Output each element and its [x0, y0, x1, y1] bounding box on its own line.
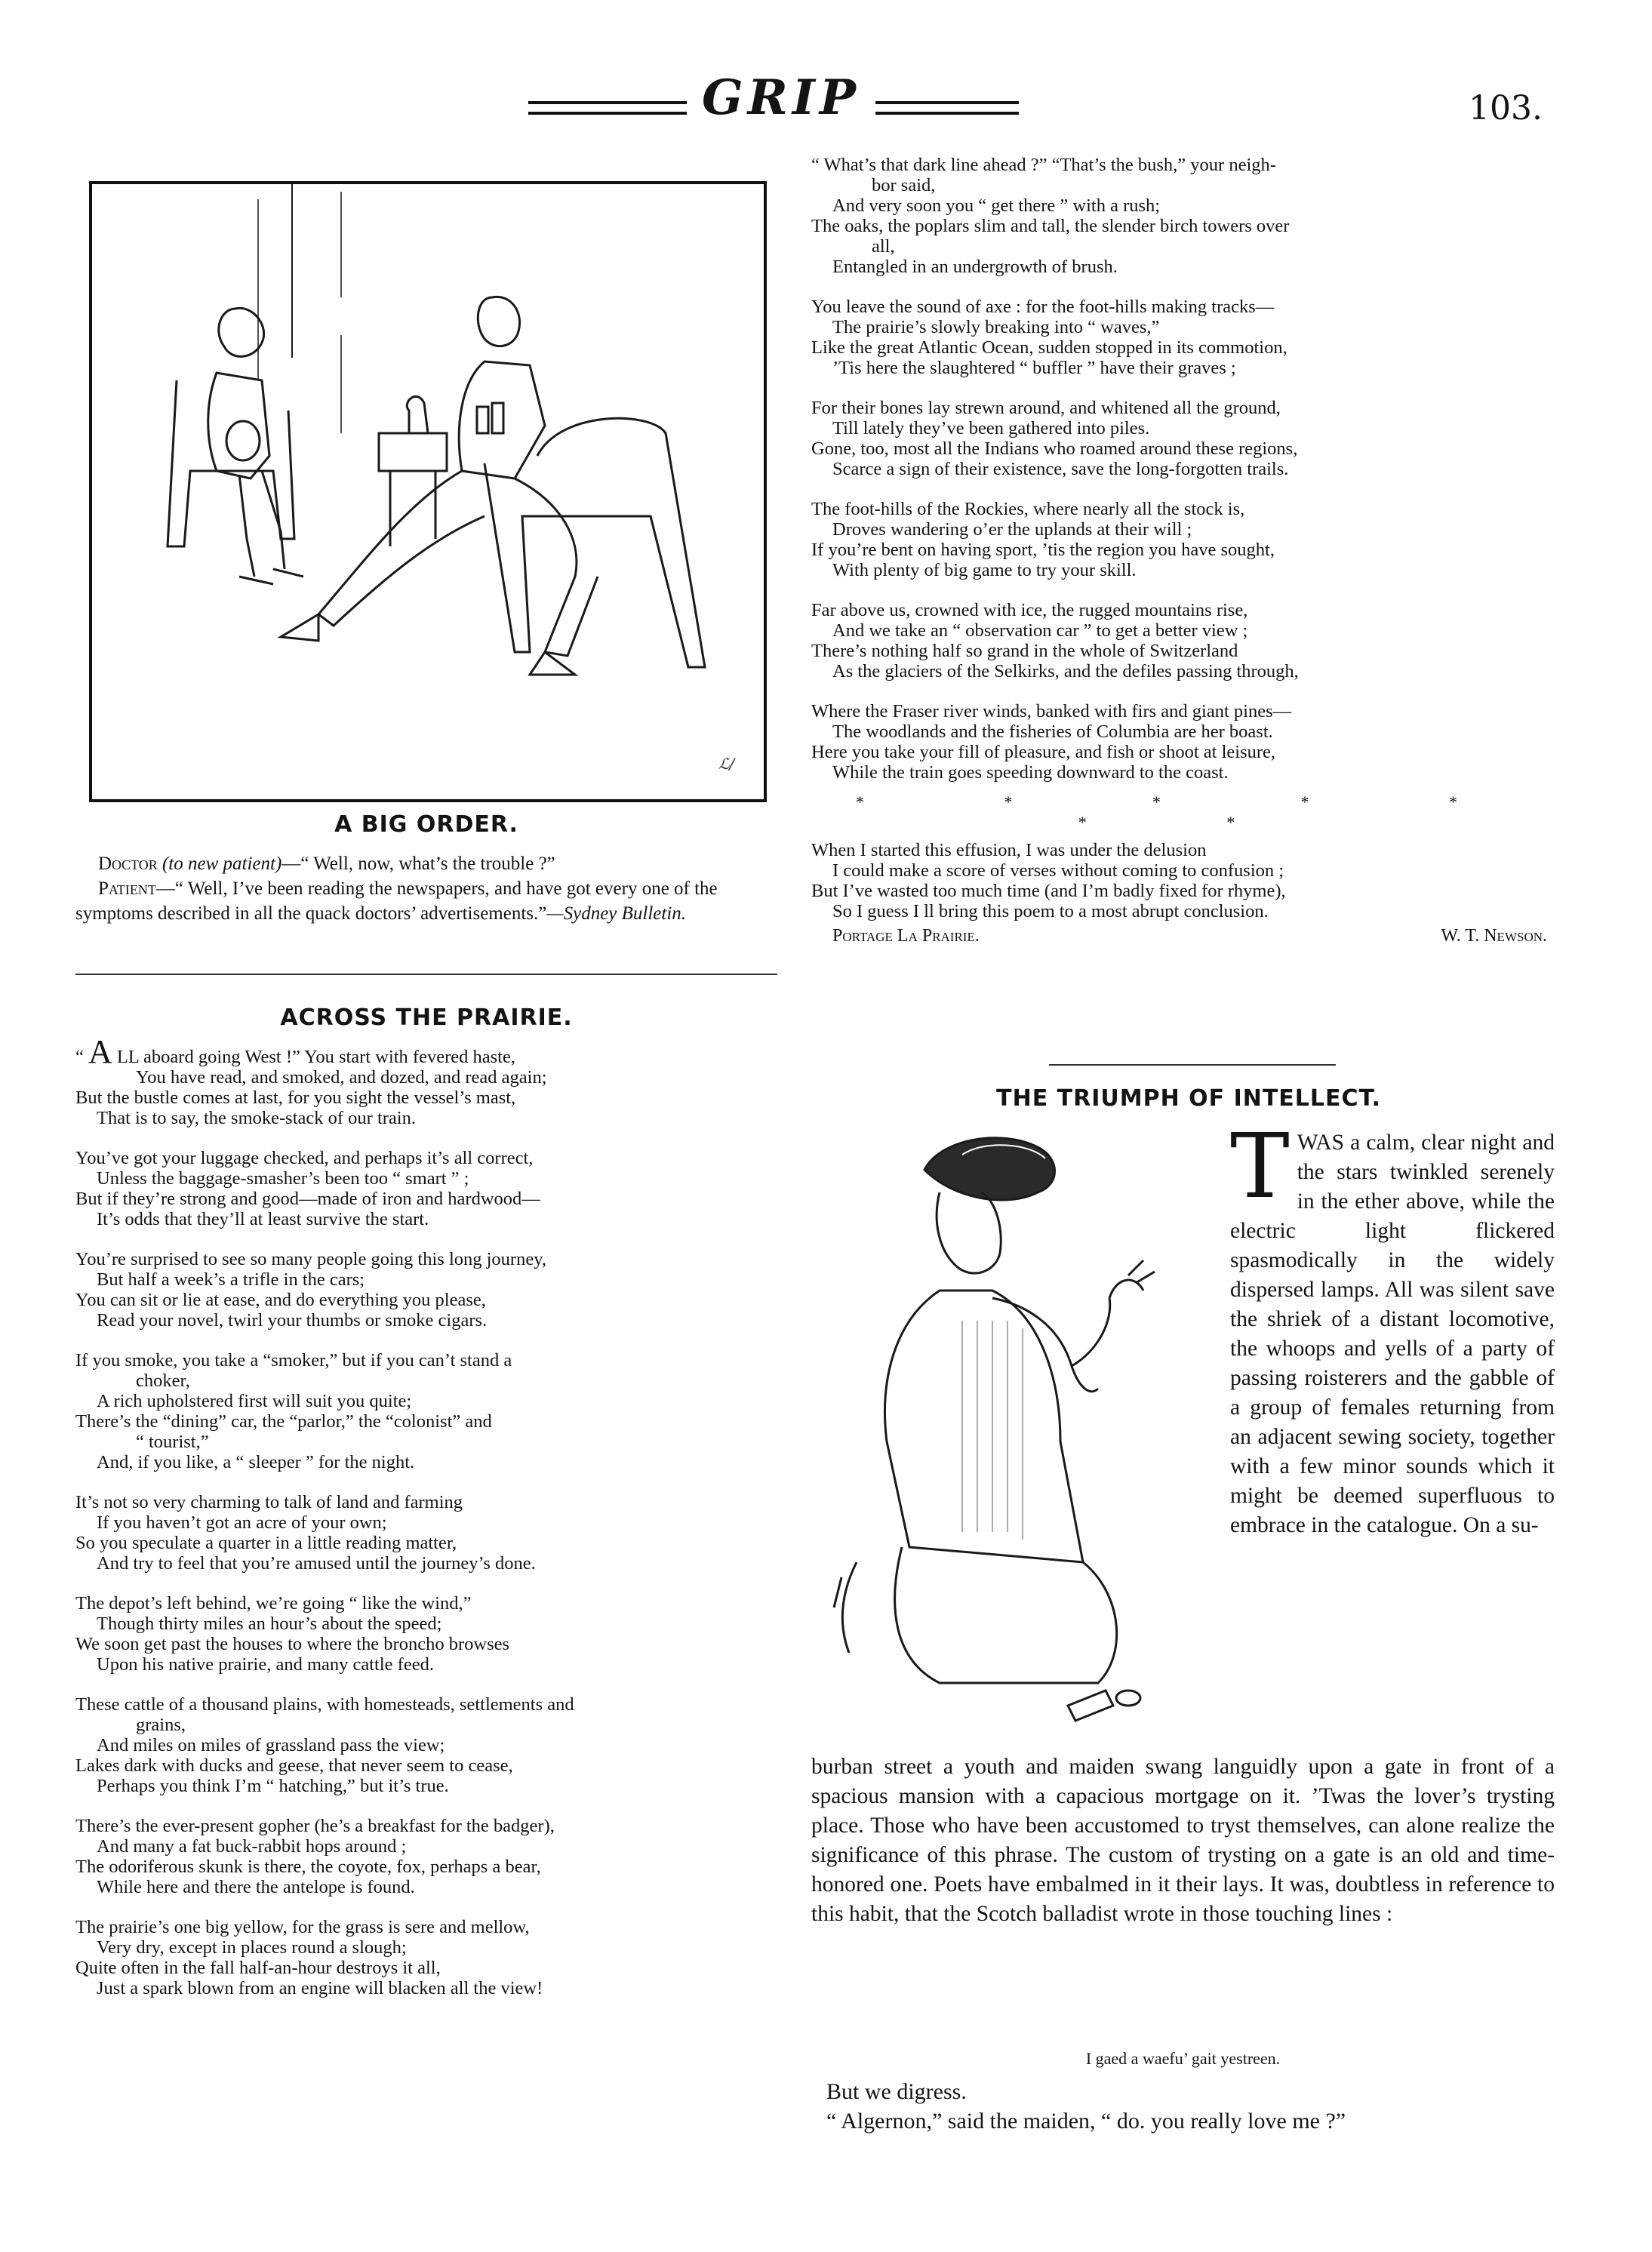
masthead-rule-right — [875, 101, 1019, 115]
poem-across-the-prairie — [75, 1004, 777, 2018]
poem-line: grains, — [136, 1715, 186, 1735]
poem-line: Far above us, crowned with ice, the rugged mountains rise, — [811, 600, 1248, 620]
caption-source: —Sydney Bulletin. — [546, 903, 687, 924]
poem-line: bor said, — [872, 175, 936, 195]
poem-stanza — [75, 1067, 777, 1128]
poem-line: The woodlands and the fisheries of Columbia are her boast. — [832, 721, 1273, 742]
poem-line: And, if you like, a “ sleeper ” for the night. — [97, 1452, 415, 1472]
poem-stanza — [75, 1148, 777, 1229]
poem-line: But if they’re strong and good—made of iron and hardwood— — [75, 1189, 540, 1209]
poem-line: Here you take your fill of pleasure, and fish or shoot at leisure, — [811, 742, 1276, 762]
article-last-line: “ Algernon,” said the maiden, “ do. you really love me ?” — [826, 2109, 1346, 2134]
poem-line: Though thirty miles an hour’s about the speed; — [97, 1614, 442, 1634]
poem-line: You’ve got your luggage checked, and perhaps it’s all correct, — [75, 1148, 534, 1168]
poem-signature — [811, 926, 1570, 946]
poem-line: If you’re bent on having sport, ’tis the region you have sought, — [811, 540, 1275, 560]
poem-line: Like the great Atlantic Ocean, sudden stopped in its commotion, — [811, 337, 1287, 358]
lady-drawing — [811, 1124, 1234, 1751]
poem-line: I could make a score of verses without coming to confusion ; — [832, 860, 1284, 881]
poem-stanza — [75, 1350, 777, 1472]
poem-stanza — [811, 398, 1570, 479]
svg-text:ℒ/: ℒ/ — [718, 755, 735, 773]
poem-place: Portage La Prairie. — [832, 926, 980, 946]
poem-line: ’Tis here the slaughtered “ buffler ” have their graves ; — [832, 358, 1236, 378]
poem-stanza — [811, 297, 1570, 378]
poem-stanza — [75, 1816, 777, 1897]
caption-line1: —“ Well, now, what’s the trouble ?” — [281, 854, 555, 874]
poem-continuation — [811, 155, 1570, 946]
poem-author: W. T. Newson. — [1441, 926, 1547, 946]
poem-line: And miles on miles of grassland pass the view; — [97, 1735, 445, 1755]
poem-first-line — [75, 1033, 777, 1070]
poem-stanza — [75, 1249, 777, 1331]
poem-title: ACROSS THE PRAIRIE. — [280, 1004, 573, 1031]
poem-line: It’s odds that they’ll at least survive the start. — [97, 1209, 429, 1229]
poem-line: You can sit or lie at ease, and do everything you please, — [75, 1290, 486, 1310]
masthead — [0, 69, 1652, 137]
poem-line: Till lately they’ve been gathered into piles. — [832, 418, 1150, 438]
poem-line: “ What’s that dark line ahead ?” “That’s the bush,” your neigh- — [811, 155, 1276, 175]
poem-stanza — [811, 701, 1570, 783]
poem-stanza — [811, 600, 1570, 681]
cartoon-illustration — [89, 181, 767, 802]
poem-line: You leave the sound of axe : for the foot-hills making tracks— — [811, 297, 1275, 317]
article-opening — [1230, 1114, 1555, 1540]
poem-line: Read your novel, twirl your thumbs or smoke cigars. — [97, 1310, 488, 1331]
poem-line: There’s nothing half so grand in the whole of Switzerland — [811, 641, 1238, 661]
poem-line: Gone, too, most all the Indians who roamed around these regions, — [811, 438, 1298, 459]
poem-line: So I guess I ll bring this poem to a most abrupt conclusion. — [832, 901, 1269, 921]
poem-line: But the bustle comes at last, for you sight the vessel’s mast, — [75, 1088, 516, 1108]
article-title: THE TRIUMPH OF INTELLECT. — [996, 1085, 1381, 1112]
poem-line: Entangled in an undergrowth of brush. — [832, 257, 1118, 277]
poem-line: Upon his native prairie, and many cattle feed. — [97, 1654, 434, 1675]
article-opening-text: WAS a calm, clear night and the stars twinkled serenely in the ether above, while the electric light flickered spasmodically in the widely dispersed lamps. All was silent save the shriek of a distant locomotive, the whoops and yells of a party of passing roisterers and the gabble of a group of females returning from an adjacent sewing society, together with a few minor sounds which it might be deemed superfluous to embrace in the catalogue. On a su- — [1230, 1131, 1555, 1537]
lady-illustration — [811, 1124, 1234, 1751]
opening-quote: “ — [75, 1047, 88, 1067]
poem-line: It’s not so very charming to talk of land and farming — [75, 1492, 463, 1512]
poem-line: While the train goes speeding downward to the coast. — [832, 762, 1229, 783]
poem-line: Unless the baggage-smasher’s been too “ smart ” ; — [97, 1168, 469, 1189]
poem-line: These cattle of a thousand plains, with homesteads, settlements and — [75, 1694, 574, 1715]
poem-line: Where the Fraser river winds, banked with firs and giant pines— — [811, 701, 1292, 721]
caption-speaker-doctor: Doctor — [98, 854, 158, 874]
masthead-title: GRIP — [702, 69, 860, 126]
poem-line: You’re surprised to see so many people going this long journey, — [75, 1249, 546, 1269]
poem-line: There’s the “dining” car, the “parlor,” the “colonist” and — [75, 1411, 492, 1432]
poem-line: Scarce a sign of their existence, save the long-forgotten trails. — [832, 459, 1289, 479]
poem-continued-stanzas — [811, 155, 1570, 783]
poem-line: Perhaps you think I’m “ hatching,” but it’s true. — [97, 1776, 449, 1796]
poem-line: Quite often in the fall half-an-hour destroys it all, — [75, 1958, 441, 1978]
poem-line: The depot’s left behind, we’re going “ like the wind,” — [75, 1593, 472, 1614]
poem-line: The prairie’s slowly breaking into “ waves,” — [832, 317, 1160, 337]
poem-line: Lakes dark with ducks and geese, that never seem to cease, — [75, 1755, 513, 1776]
poem-line: all, — [872, 236, 895, 257]
poem-line: A rich upholstered first will suit you quite; — [97, 1391, 412, 1411]
poem-line: And very soon you “ get there ” with a rush; — [832, 195, 1161, 216]
page-number: 103. — [1469, 89, 1543, 128]
poem-final-stanza — [811, 840, 1570, 921]
poem-line: “ tourist,” — [136, 1432, 209, 1452]
asterisk-separator: * * * * * * * — [856, 792, 1525, 832]
poem-stanza — [75, 1593, 777, 1675]
poem-line: The prairie’s one big yellow, for the grass is sere and mellow, — [75, 1917, 530, 1937]
poem-line: With plenty of big game to try your skill. — [832, 560, 1137, 580]
cartoon-caption — [75, 851, 777, 926]
poem-line: When I started this effusion, I was under the delusion — [811, 840, 1207, 860]
poem-line: Droves wandering o’er the uplands at their will ; — [832, 519, 1192, 540]
poem-line: But half a week’s a trifle in the cars; — [97, 1269, 365, 1290]
poem-line: Very dry, except in places round a slough; — [97, 1937, 407, 1958]
article-dropcap: T — [1230, 1114, 1290, 1218]
poem-line: That is to say, the smoke-stack of our train. — [97, 1108, 416, 1128]
cartoon-drawing — [92, 184, 758, 793]
poem-stanza — [75, 1492, 777, 1574]
poem-line: While here and there the antelope is found. — [97, 1877, 415, 1897]
poem-line: choker, — [136, 1371, 190, 1391]
poem-line: If you haven’t got an acre of your own; — [97, 1512, 387, 1533]
poem-line: For their bones lay strewn around, and whitened all the ground, — [811, 398, 1281, 418]
poem-line: As the glaciers of the Selkirks, and the defiles passing through, — [832, 661, 1299, 681]
caption-speaker-patient: Patient — [98, 878, 156, 899]
poem-stanza — [75, 1917, 777, 1998]
article-digress: But we digress. — [826, 2079, 967, 2104]
poem-stanza — [811, 155, 1570, 277]
poem-stanzas — [75, 1067, 777, 1998]
article-body: burban street a youth and maiden swang languidly upon a gate in front of a spacious mansion with a capacious mortgage on it. ’Twas the lover’s trysting place. Those who have been accustomed to tryst themselves, can alone realize the significance of this phrase. The custom of trysting on a gate is an old and time-honored one. Poets have embalmed in it their lays. It was, doubtless in reference to this habit, that the Scotch balladist wrote in those touching lines : — [811, 1755, 1555, 1926]
poem-stanza — [811, 499, 1570, 580]
poem-line: The odoriferous skunk is there, the coyote, fox, perhaps a bear, — [75, 1857, 541, 1877]
poem-line: We soon get past the houses to where the broncho browses — [75, 1634, 510, 1654]
poem-initial-letter: A — [88, 1033, 112, 1070]
poem-first-line-text: LL aboard going West !” You start with fevered haste, — [116, 1047, 515, 1067]
caption-line2: —“ Well, I’ve been reading the newspapers, and have got every one of the symptoms described in all the quack doctors’ advertisements.” — [75, 878, 718, 924]
poem-line: And we take an “ observation car ” to get a better view ; — [832, 620, 1248, 641]
poem-line: There’s the ever-present gopher (he’s a breakfast for the badger), — [75, 1816, 555, 1836]
poem-line: You have read, and smoked, and dozed, and read again; — [136, 1067, 547, 1088]
caption-aside: (to new patient) — [162, 854, 282, 874]
cartoon-caption-title: A BIG ORDER. — [334, 811, 518, 838]
section-divider-right — [1049, 1064, 1336, 1066]
poem-line: The foot-hills of the Rockies, where nearly all the stock is, — [811, 499, 1245, 519]
poem-line: If you smoke, you take a “smoker,” but if you can’t stand a — [75, 1350, 512, 1371]
poem-line: And many a fat buck-rabbit hops around ; — [97, 1836, 407, 1857]
article-ending — [811, 2077, 1555, 2136]
poem-stanza — [75, 1694, 777, 1796]
section-divider-left — [75, 974, 777, 975]
masthead-rule-left — [528, 101, 687, 115]
poem-line: And try to feel that you’re amused until the journey’s done. — [97, 1553, 536, 1574]
poem-line: So you speculate a quarter in a little reading matter, — [75, 1533, 457, 1553]
article-quoted-line: I gaed a waefu’ gait yestreen. — [1085, 2049, 1281, 2068]
poem-line: But I’ve wasted too much time (and I’m badly fixed for rhyme), — [811, 881, 1286, 901]
poem-line: Just a spark blown from an engine will blacken all the view! — [97, 1978, 543, 1998]
poem-line: The oaks, the poplars slim and tall, the slender birch towers over — [811, 216, 1290, 236]
